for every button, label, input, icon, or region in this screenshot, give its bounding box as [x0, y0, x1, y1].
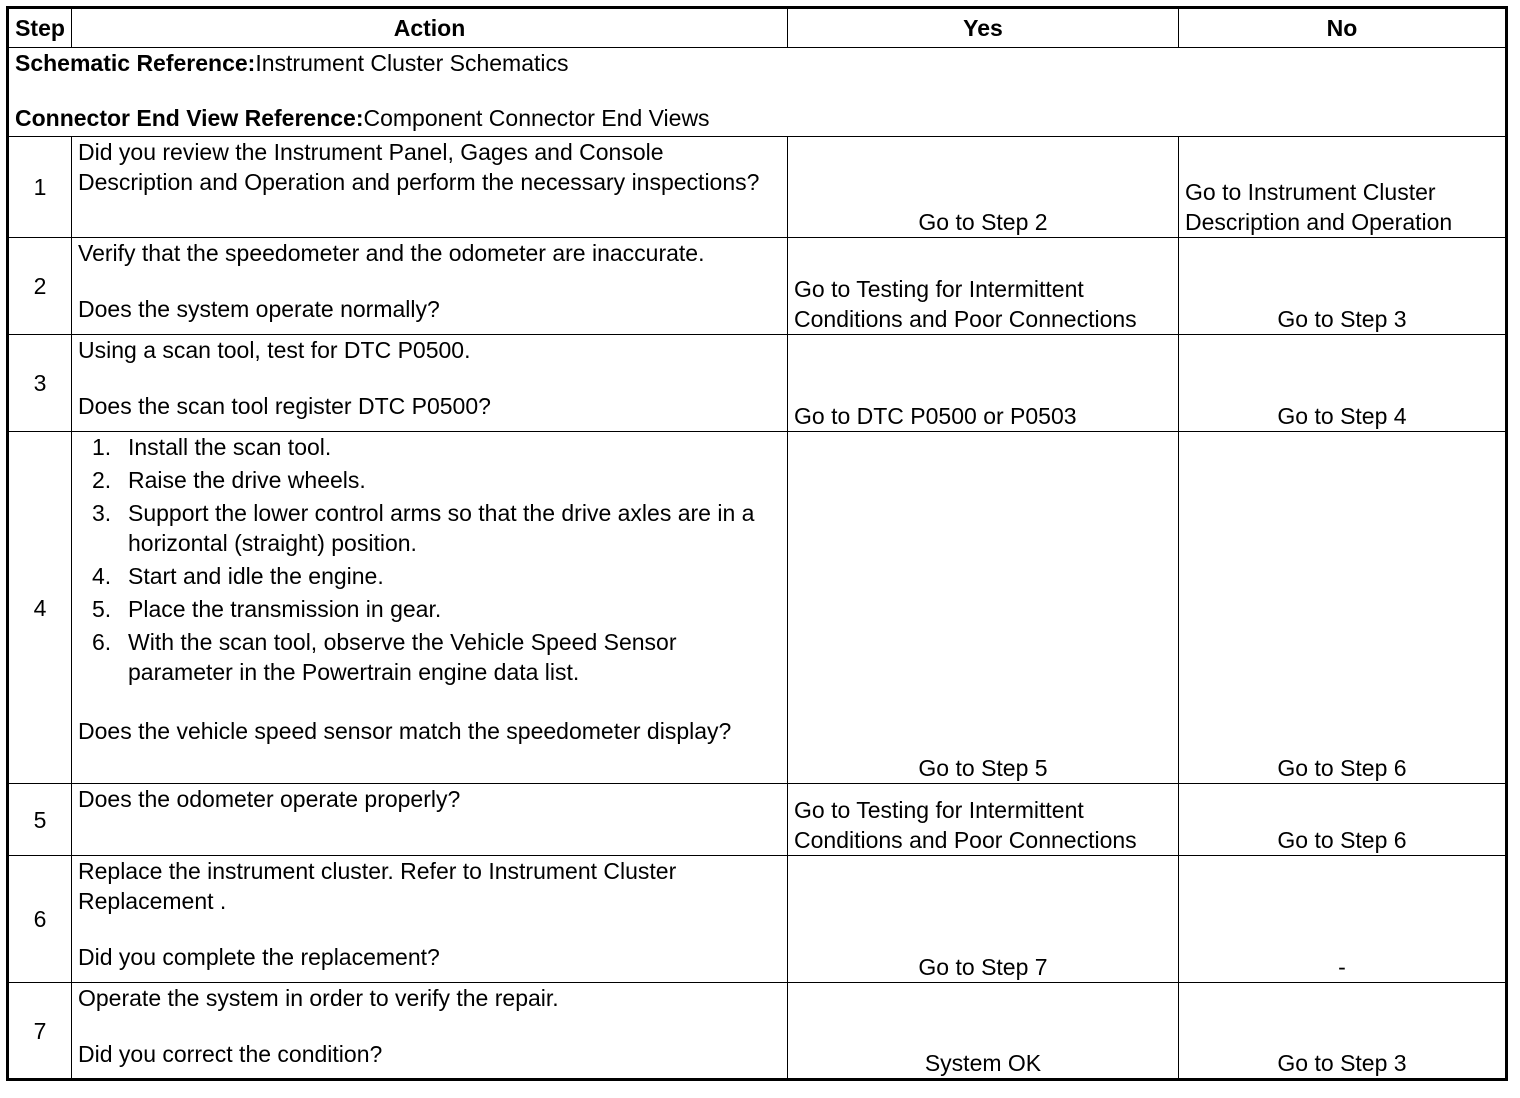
- no-link[interactable]: Go to Step 6: [1277, 827, 1407, 853]
- step-number: 7: [8, 983, 72, 1080]
- action-cell: [72, 856, 788, 983]
- yes-link[interactable]: Go to Step 7: [918, 954, 1048, 980]
- yes-cell: [788, 335, 1179, 432]
- reference-row: [8, 48, 1507, 137]
- no-cell: [1179, 238, 1507, 335]
- step-number: 3: [8, 335, 72, 432]
- connector-reference: Connector End View Reference:Component Connector End Views: [15, 105, 710, 131]
- action-intro: Operate the system in order to verify the repair.: [78, 985, 559, 1011]
- table-row: [8, 432, 1507, 784]
- no-link[interactable]: Go to Step 3: [1277, 306, 1407, 332]
- no-link[interactable]: Go to Step 6: [1277, 755, 1407, 781]
- no-cell: [1179, 432, 1507, 784]
- action-intro: Using a scan tool, test for DTC P0500.: [78, 337, 471, 363]
- list-item: 2. Raise the drive wheels.: [92, 467, 366, 493]
- list-item: 5. Place the transmission in gear.: [92, 596, 442, 622]
- list-item: 1. Install the scan tool.: [92, 434, 332, 460]
- yes-cell: [788, 983, 1179, 1080]
- yes-cell: [788, 432, 1179, 784]
- schematic-reference: Schematic Reference:Instrument Cluster Schematics: [15, 50, 569, 76]
- step-number: 5: [8, 784, 72, 856]
- no-link[interactable]: Go to Step 4: [1277, 403, 1407, 429]
- substep-list: [78, 432, 781, 687]
- yes-cell: [788, 856, 1179, 983]
- no-cell: [1179, 983, 1507, 1080]
- action-cell: Does the odometer operate properly?: [72, 784, 788, 856]
- action-question: Does the system operate normally?: [78, 296, 440, 322]
- step-number: 4: [8, 432, 72, 784]
- header-step: Step: [8, 8, 72, 48]
- action-cell: [72, 335, 788, 432]
- header-yes: Yes: [788, 8, 1179, 48]
- table-row: [8, 784, 1507, 856]
- yes-link[interactable]: Go to Step 5: [918, 755, 1048, 781]
- action-question: Did you correct the condition?: [78, 1041, 383, 1067]
- step-number: 6: [8, 856, 72, 983]
- header-no: No: [1179, 8, 1507, 48]
- table-row: [8, 983, 1507, 1080]
- table-row: [8, 335, 1507, 432]
- yes-link[interactable]: Go to Testing for Intermittent Conditions and Poor Connections: [794, 797, 1137, 853]
- yes-link[interactable]: Go to Testing for Intermittent Conditions and Poor Connections: [794, 276, 1137, 332]
- action-cell: [72, 238, 788, 335]
- list-item: 4. Start and idle the engine.: [92, 563, 384, 589]
- yes-value: System OK: [924, 1050, 1042, 1076]
- no-link[interactable]: Go to Step 3: [1277, 1050, 1407, 1076]
- schematic-reference-link[interactable]: Instrument Cluster Schematics: [255, 50, 569, 76]
- table-row: [8, 856, 1507, 983]
- list-item: 6. With the scan tool, observe the Vehicle Speed Sensor parameter in the Powertrain engine data list.: [92, 629, 677, 685]
- diagnostic-table: [6, 6, 1508, 1081]
- header-action: Action: [72, 8, 788, 48]
- yes-cell: [788, 784, 1179, 856]
- header-row: [8, 8, 1507, 48]
- step-number: 2: [8, 238, 72, 335]
- step-number: 1: [8, 137, 72, 238]
- no-cell: [1179, 137, 1507, 238]
- action-question: Does the vehicle speed sensor match the speedometer display?: [78, 718, 732, 744]
- yes-cell: [788, 137, 1179, 238]
- action-intro: Verify that the speedometer and the odometer are inaccurate.: [78, 240, 705, 266]
- yes-cell: [788, 238, 1179, 335]
- action-cell: Did you review the Instrument Panel, Gages and Console Description and Operation and perform the necessary inspections?: [72, 137, 788, 238]
- action-question: Did you complete the replacement?: [78, 944, 440, 970]
- action-question: Does the scan tool register DTC P0500?: [78, 393, 491, 419]
- action-intro: Replace the instrument cluster. Refer to Instrument Cluster Replacement .: [78, 858, 677, 914]
- no-value: -: [1338, 954, 1346, 980]
- no-link[interactable]: Go to Instrument Cluster Description and Operation: [1185, 179, 1453, 235]
- yes-link[interactable]: Go to DTC P0500 or P0503: [794, 403, 1077, 429]
- reference-cell: [8, 48, 1507, 137]
- yes-link[interactable]: Go to Step 2: [918, 209, 1048, 235]
- action-cell: [72, 983, 788, 1080]
- connector-reference-link[interactable]: Component Connector End Views: [363, 105, 710, 131]
- no-cell: [1179, 856, 1507, 983]
- list-item: 3. Support the lower control arms so that the drive axles are in a horizontal (straight) position.: [92, 500, 755, 556]
- table-row: [8, 137, 1507, 238]
- no-cell: [1179, 784, 1507, 856]
- table-row: [8, 238, 1507, 335]
- no-cell: [1179, 335, 1507, 432]
- action-cell: [72, 432, 788, 784]
